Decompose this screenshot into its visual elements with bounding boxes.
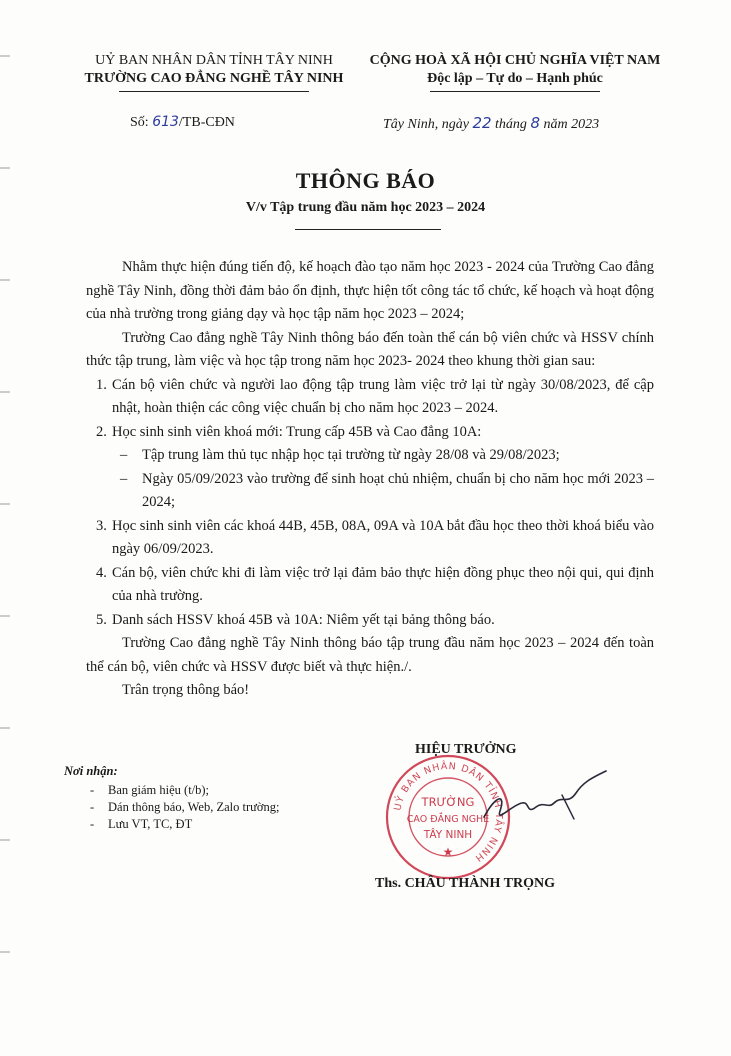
item-text: Học sinh sinh viên các khoá 44B, 45B, 08A, 09A và 10A bắt đầu học theo thời khoá biểu vào ngày 06/09/2023. [112, 517, 654, 557]
list-item [86, 421, 654, 445]
date-place: Tây Ninh, ngày [383, 117, 473, 132]
sub-item-text: Tập trung làm thủ tục nhập học tại trường từ ngày 28/08 và 29/08/2023; [142, 447, 560, 463]
docno-suffix: /TB-CĐN [178, 115, 235, 130]
sub-list-item [86, 468, 654, 515]
nation-line-2: Độc lập – Tự do – Hạnh phúc [427, 71, 603, 86]
docno-handwritten: 613 [152, 114, 179, 130]
closing-paragraph: Trường Cao đẳng nghề Tây Ninh thông báo tập trung đầu năm học 2023 – 2024 đến toàn thể cán bộ, viên chức và HSSV được biết và thực hiện./. [86, 635, 654, 675]
national-header [355, 52, 675, 92]
recipient-item: - Ban giám hiệu (t/b); [78, 782, 280, 799]
stamp-center-line-3: TÂY NINH [423, 829, 473, 841]
signer-name: Ths. CHÂU THÀNH TRỌNG [375, 876, 555, 891]
intro-paragraph: Nhằm thực hiện đúng tiến độ, kế hoạch đào tạo năm học 2023 - 2024 của Trường Cao đẳng nghề Tây Ninh, đồng thời đảm bảo ổn định, thực hiện tốt công tác tổ chức, kế hoạch và hoạt động của nhà trường trong giảng dạy và học tập năm học 2023 – 2024; [86, 259, 654, 322]
dash-bullet: – [120, 470, 128, 487]
document-subtitle: V/v Tập trung đầu năm học 2023 – 2024 [245, 200, 486, 215]
item-text: Cán bộ, viên chức khi đi làm việc trở lại đảm bảo thực hiện đồng phục theo nội qui, qui định của nhà trường. [112, 564, 654, 604]
item-number: 2. [96, 423, 107, 440]
dash-bullet: – [120, 447, 128, 463]
date-line [383, 114, 599, 133]
org-underline [119, 91, 309, 92]
scan-edge-marks [0, 0, 10, 1056]
document-title: THÔNG BÁO [295, 168, 436, 193]
document-number [130, 114, 235, 131]
organization-header [64, 52, 364, 92]
item-text: Cán bộ viên chức và người lao động tập trung làm việc trở lại từ ngày 30/08/2023, để cập nhật, hoàn thiện các công việc chuẩn bị cho năm học 2023 – 2024. [112, 376, 654, 416]
subtitle-underline [295, 229, 441, 230]
stamp-ring-text: UỶ BAN NHÂN DÂN TỈNH TÂY NINH [392, 760, 505, 864]
stamp-center-line-2: CAO ĐẲNG NGHỀ [406, 814, 490, 825]
list-item [86, 515, 654, 562]
sub-list-item [86, 444, 654, 468]
date-month-label: tháng [491, 117, 531, 132]
item-number: 5. [96, 611, 107, 628]
document-body [86, 256, 654, 703]
recipients-title: Nơi nhận: [64, 764, 118, 778]
date-year-label: năm 2023 [539, 117, 600, 132]
docno-prefix: Số: [130, 115, 153, 130]
svg-text:★: ★ [442, 845, 454, 859]
recipient-item: - Dán thông báo, Web, Zalo trường; [78, 799, 280, 816]
list-item [86, 562, 654, 609]
item-number: 3. [96, 517, 107, 534]
nation-line-1: CỘNG HOÀ XÃ HỘI CHỦ NGHĨA VIỆT NAM [369, 53, 661, 68]
list-item [86, 609, 654, 633]
recipients-list [78, 782, 280, 833]
item-text: Danh sách HSSV khoá 45B và 10A: Niêm yết tại bảng thông báo. [112, 611, 495, 628]
date-day-handwritten: 22 [472, 114, 492, 132]
regards-line: Trân trọng thông báo! [122, 682, 250, 698]
item-number: 1. [96, 376, 107, 393]
signer-position: HIỆU TRƯỞNG [415, 742, 517, 757]
motto-underline [430, 91, 600, 92]
date-month-handwritten: 8 [530, 114, 540, 132]
item-number: 4. [96, 564, 107, 581]
recipient-item: - Lưu VT, TC, ĐT [78, 816, 280, 833]
notice-paragraph: Trường Cao đẳng nghề Tây Ninh thông báo đến toàn thể cán bộ viên chức và HSSV chính thức tập trung, làm việc và học tập trong năm học 2023- 2024 theo khung thời gian sau: [86, 329, 654, 369]
org-line-1: UỶ BAN NHÂN DÂN TỈNH TÂY NINH [95, 53, 333, 68]
item-text: Học sinh sinh viên khoá mới: Trung cấp 45B và Cao đẳng 10A: [112, 423, 482, 440]
stamp-center-line-1: TRƯỜNG [421, 795, 475, 809]
handwritten-signature [478, 765, 618, 835]
list-item [86, 374, 654, 421]
org-line-2: TRƯỜNG CAO ĐẲNG NGHỀ TÂY NINH [84, 71, 344, 86]
sub-item-text: Ngày 05/09/2023 vào trường để sinh hoạt chủ nhiệm, chuẩn bị cho năm học mới 2023 – 2024; [142, 470, 654, 510]
